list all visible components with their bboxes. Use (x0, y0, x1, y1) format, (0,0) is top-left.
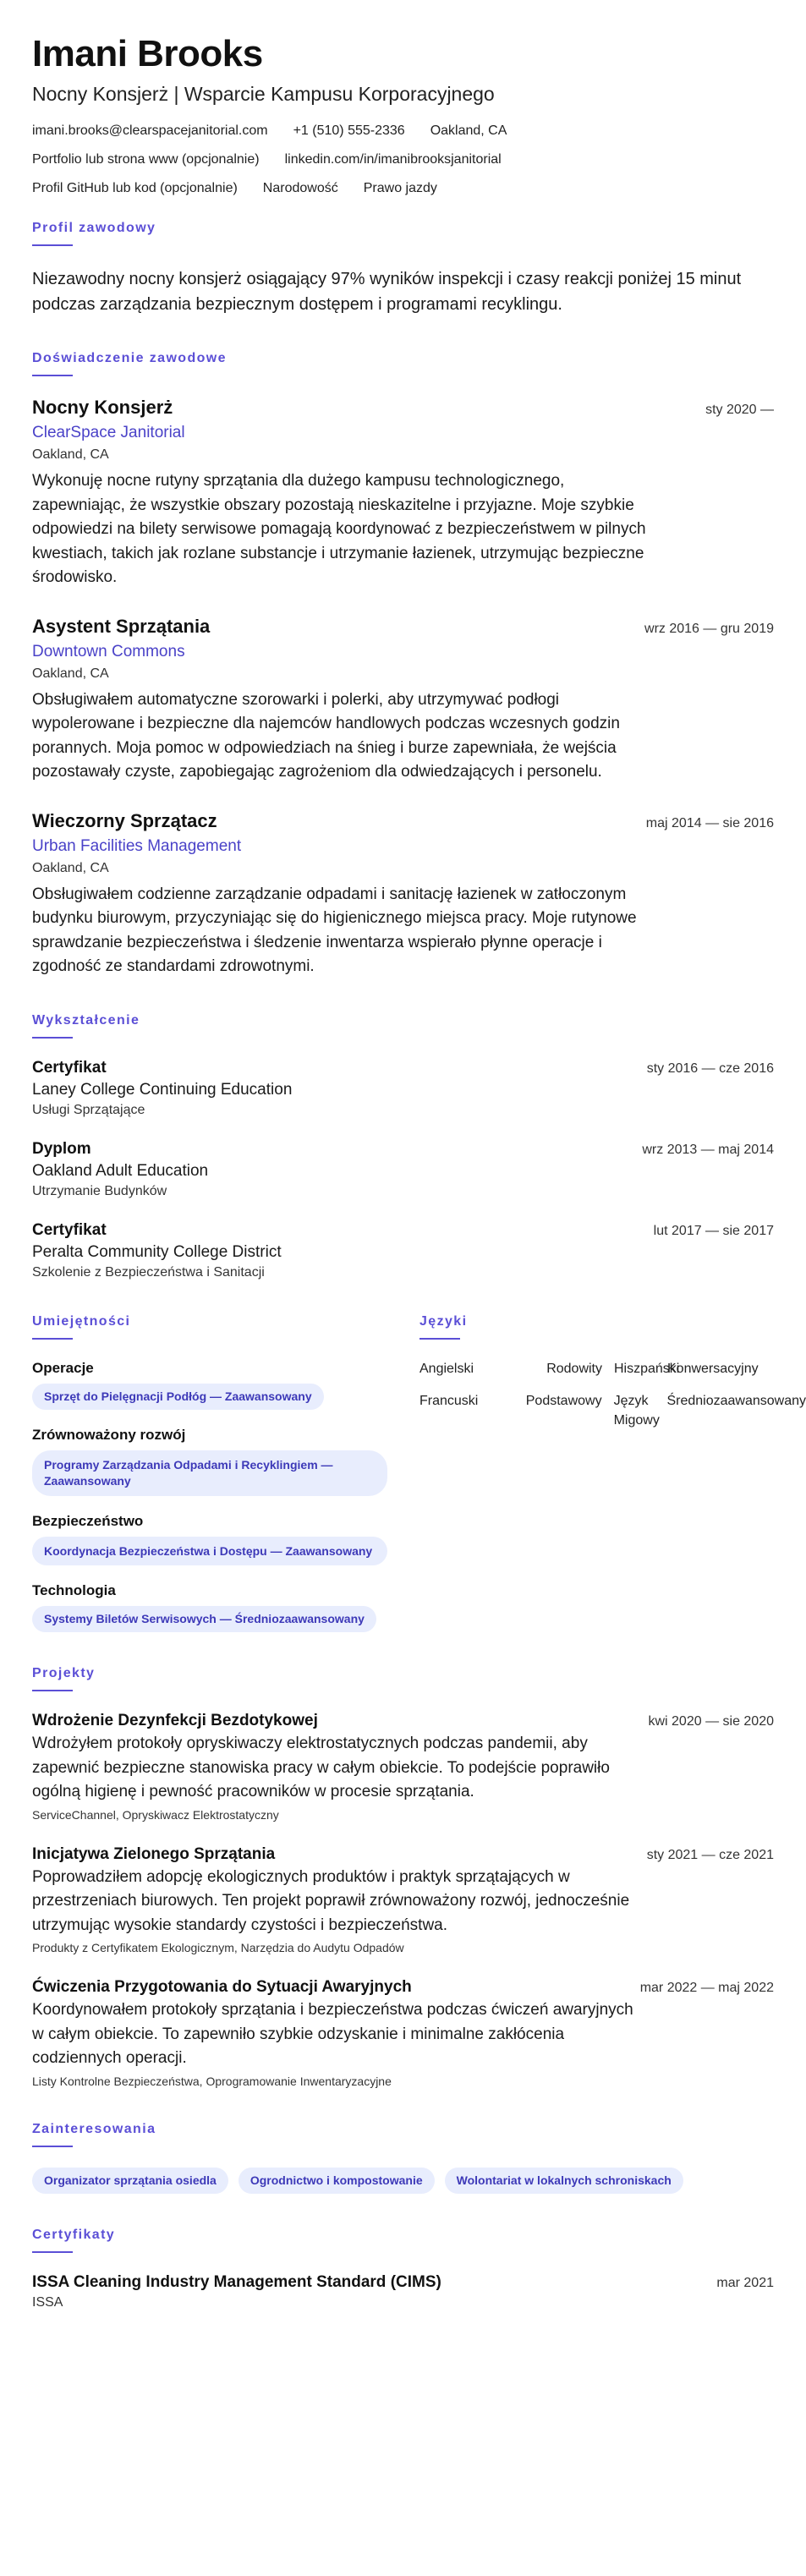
location-text: Oakland, CA (430, 123, 507, 139)
section-title: Języki (419, 1313, 468, 1329)
project-name: Ćwiczenia Przygotowania do Sytuacji Awaryjnych (32, 1978, 412, 1997)
job-title: Nocny Konsjerż (32, 397, 173, 419)
section-title: Profil zawodowy (32, 221, 156, 236)
section-title: Wykształcenie (32, 1012, 140, 1028)
certification-entry (32, 2273, 774, 2310)
phone-link[interactable]: +1 (510) 555-2336 (293, 123, 405, 139)
project-entry (32, 1712, 774, 1822)
projects-section (32, 1666, 774, 2088)
contact-row (32, 182, 774, 195)
project-entry (32, 1978, 774, 2088)
interest-tag: Wolontariat w lokalnych schroniskach (445, 2168, 683, 2194)
project-name: Inicjatywa Zielonego Sprzątania (32, 1844, 276, 1863)
language-level: Konwersacyjny (667, 1361, 759, 1376)
languages-section (419, 1314, 806, 1632)
project-description: Poprowadziłem adopcję ekologicznych produktów i praktyk sprzątających w przestrzeniach biurowych. Ten projekt poprawił zrównoważony rozwój, jednocześnie utrzymując wysokie standardy czystości i bezpieczeństwa. (32, 1867, 630, 1934)
project-tools: ServiceChannel, Opryskiwacz Elektrostatyczny (32, 1807, 279, 1822)
experience-entry (32, 397, 774, 590)
candidate-name: Imani Brooks (32, 33, 263, 74)
section-divider (32, 2146, 73, 2147)
certification-name: ISSA Cleaning Industry Management Standard (CIMS) (32, 2272, 441, 2291)
skill-group (32, 1427, 387, 1496)
section-title: Projekty (32, 1666, 96, 1681)
email-link[interactable]: imani.brooks@clearspacejanitorial.com (32, 123, 268, 139)
language-level: Rodowity (546, 1361, 602, 1376)
project-dates: kwi 2020 — sie 2020 (648, 1714, 774, 1729)
section-title: Certyfikaty (32, 2227, 116, 2242)
field-of-study: Utrzymanie Budynków (32, 1183, 167, 1198)
education-dates: sty 2016 — cze 2016 (646, 1061, 774, 1076)
degree: Certyfikat (32, 1220, 107, 1239)
education-entry (32, 1140, 774, 1199)
education-entry (32, 1221, 774, 1280)
field-of-study: Szkolenie z Bezpieczeństwa i Sanitacji (32, 1264, 265, 1280)
job-dates: wrz 2016 — gru 2019 (644, 621, 774, 636)
section-divider (32, 1338, 73, 1340)
language-name: Hiszpański (614, 1361, 680, 1376)
education-dates: wrz 2013 — maj 2014 (642, 1142, 774, 1157)
nationality-text: Narodowość (262, 181, 338, 196)
job-description: Obsługiwałem automatyczne szorowarki i polerki, aby utrzymywać podłogi wypolerowane i bezpieczne dla najemców handlowych podczas wczesnych godzin porannych. Moja pomoc w odpowiedziach na śnieg i burze zapewniała, że wejścia pozostawały czyste, zapobiegając zagrożeniom dla odwiedzających i personelu. (32, 690, 620, 781)
company-name: Urban Facilities Management (32, 836, 242, 855)
github-link[interactable]: Profil GitHub lub kod (opcjonalnie) (32, 181, 238, 196)
skill-category: Zrównoważony rozwój (32, 1426, 186, 1443)
project-description: Wdrożyłem protokoły opryskiwaczy elektrostatycznych podczas pandemii, aby zapewnić bezpieczne stanowiska pracy w całym obiekcie. To podejście poprawiło ogólną higienę i pewność pracowników w procesie sprzątania. (32, 1735, 610, 1801)
company-name: Downtown Commons (32, 642, 185, 660)
skill-category: Bezpieczeństwo (32, 1512, 144, 1529)
job-title: Asystent Sprzątania (32, 615, 211, 637)
section-divider (32, 2251, 73, 2253)
project-name: Wdrożenie Dezynfekcji Bezdotykowej (32, 1712, 318, 1730)
contact-row (32, 153, 774, 167)
skill-tag: Systemy Biletów Serwisowych — Średniozaawansowany (32, 1606, 376, 1632)
portfolio-link[interactable]: Portfolio lub strona www (opcjonalnie) (32, 152, 260, 167)
skills-section (32, 1314, 387, 1632)
job-location: Oakland, CA (32, 447, 109, 463)
section-divider (32, 1037, 73, 1039)
skill-tag: Programy Zarządzania Odpadami i Recyklingiem — Zaawansowany (32, 1450, 387, 1496)
skill-tag: Koordynacja Bezpieczeństwa i Dostępu — Zaawansowany (32, 1537, 387, 1566)
interest-tag: Ogrodnictwo i kompostowanie (239, 2168, 435, 2194)
project-tools: Listy Kontrolne Bezpieczeństwa, Oprogramowanie Inwentaryzacyjne (32, 2074, 392, 2088)
section-title: Umiejętności (32, 1313, 131, 1329)
language-name: Angielski (419, 1361, 474, 1376)
skill-group (32, 1360, 387, 1410)
project-entry (32, 1845, 774, 1955)
job-location: Oakland, CA (32, 666, 109, 681)
interests-section (32, 2122, 774, 2194)
school-name: Oakland Adult Education (32, 1161, 209, 1180)
summary-text: Niezawodny nocny konsjerż osiągający 97% wyników inspekcji i czasy reakcji poniżej 15 minut podczas zarządzania bezpiecznym dostępem i programami recyklingu. (32, 270, 742, 315)
school-name: Laney College Continuing Education (32, 1080, 293, 1099)
resume-header (32, 34, 774, 195)
job-description: Obsługiwałem codzienne zarządzanie odpadami i sanitację łazienek w zatłoczonym budynku biurowym, przyczyniając się do higienicznego miejsca pracy. Moje rutynowe sprawdzanie bezpieczeństwa i śledzenie inwentarza wspierało płynne operacje i zgodność ze standardami zdrowotnymi. (32, 885, 637, 976)
experience-section (32, 351, 774, 979)
job-dates: maj 2014 — sie 2016 (645, 815, 774, 830)
section-divider (32, 1690, 73, 1691)
certifications-section (32, 2228, 774, 2310)
project-dates: sty 2021 — cze 2021 (646, 1847, 774, 1862)
skill-group (32, 1582, 387, 1632)
field-of-study: Usługi Sprzątające (32, 1102, 145, 1117)
school-name: Peralta Community College District (32, 1242, 282, 1261)
skills-languages-row (32, 1313, 806, 1632)
project-description: Koordynowałem protokoły sprzątania i bezpieczeństwa podczas ćwiczeń awaryjnych w całym obiekcie. To zapewniło szybkie odzyskanie i minimalne zakłócenia codziennych operacji. (32, 2001, 633, 2068)
candidate-headline: Nocny Konsjerż | Wsparcie Kampusu Korporacyjnego (32, 83, 495, 106)
section-divider (32, 375, 73, 376)
experience-entry (32, 810, 774, 979)
linkedin-link[interactable]: linkedin.com/in/imanibrooksjanitorial (284, 152, 502, 167)
skill-group (32, 1513, 387, 1566)
section-title: Doświadczenie zawodowe (32, 351, 227, 366)
language-row (419, 1360, 806, 1378)
project-dates: mar 2022 — maj 2022 (639, 1981, 774, 1996)
contact-row (32, 124, 774, 138)
languages-table (419, 1360, 806, 1430)
language-level: Średniozaawansowany (666, 1394, 806, 1409)
degree: Dyplom (32, 1139, 91, 1158)
degree: Certyfikat (32, 1058, 107, 1077)
skill-category: Technologia (32, 1582, 116, 1599)
summary-section (32, 221, 774, 317)
job-description: Wykonuję nocne rutyny sprzątania dla dużego kampusu technologicznego, zapewniając, że wszystkie obszary pozostają nieskazitelne i przyjazne. Moje szybkie odpowiedzi na bilety serwisowe pomagają koordynować z bezpieczeństwem w pilnych kwestiach, takich jak rozlane substancje i utrzymanie łazienek, utrzymując bezpieczne środowisko. (32, 472, 646, 587)
education-entry (32, 1059, 774, 1118)
company-name: ClearSpace Janitorial (32, 424, 185, 442)
skill-tag: Sprzęt do Pielęgnacji Podłóg — Zaawansowany (32, 1384, 324, 1410)
driving-license-text: Prawo jazdy (363, 181, 437, 196)
job-title: Wieczorny Sprzątacz (32, 809, 217, 831)
experience-entry (32, 616, 774, 785)
education-section (32, 1013, 774, 1280)
section-divider (419, 1338, 460, 1340)
certification-date: mar 2021 (716, 2275, 774, 2290)
skill-category: Operacje (32, 1359, 94, 1376)
section-divider (32, 244, 73, 246)
language-row (419, 1392, 806, 1430)
education-dates: lut 2017 — sie 2017 (653, 1223, 774, 1238)
project-tools: Produkty z Certyfikatem Ekologicznym, Narzędzia do Audytu Odpadów (32, 1941, 404, 1955)
language-name: Francuski (419, 1394, 479, 1409)
language-name: Język Migowy (613, 1394, 660, 1428)
section-title: Zainteresowania (32, 2121, 156, 2136)
job-location: Oakland, CA (32, 860, 109, 875)
contact-info (32, 124, 774, 195)
language-level: Podstawowy (525, 1394, 602, 1409)
interest-tag: Organizator sprzątania osiedla (32, 2168, 228, 2194)
certification-issuer: ISSA (32, 2294, 63, 2310)
job-dates: sty 2020 — (705, 403, 774, 418)
